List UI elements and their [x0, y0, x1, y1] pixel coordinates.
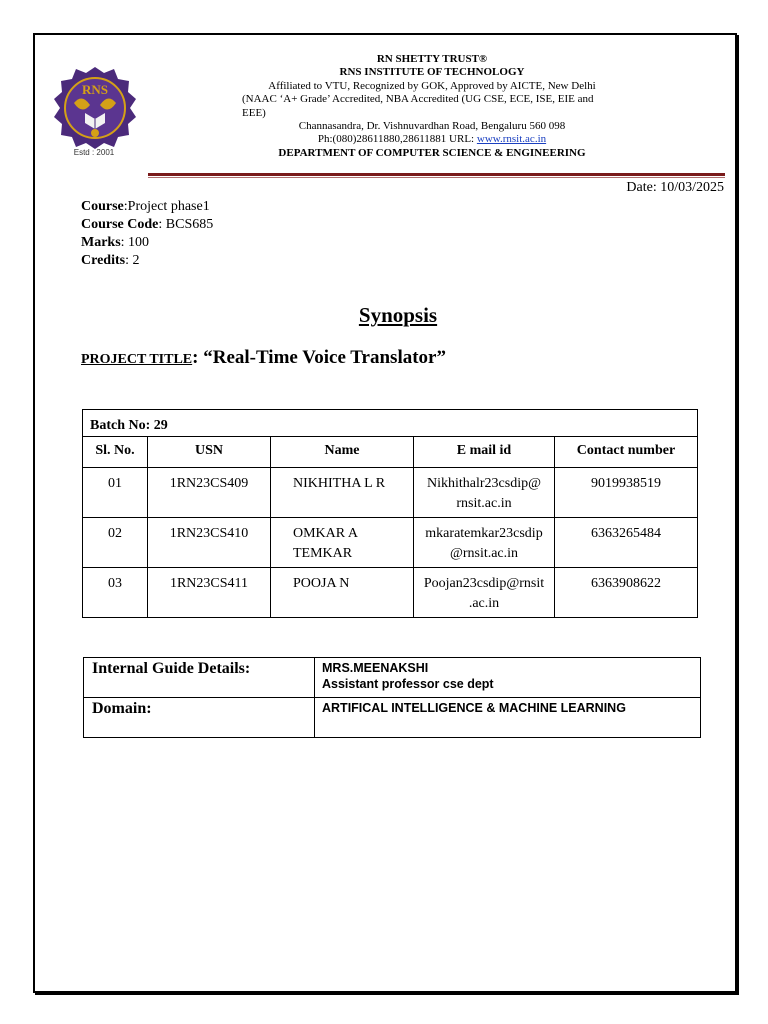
header-name: Name [271, 437, 414, 468]
letterhead [242, 53, 622, 160]
sl-no: 03 [83, 568, 148, 618]
email [414, 568, 555, 618]
marks-row [81, 234, 213, 252]
header-email: E mail id [414, 437, 555, 468]
trust-name: RN SHETTY TRUST® [376, 53, 488, 65]
address-line: Channasandra, Dr. Vishnuvardhan Road, Bengaluru 560 098 [298, 120, 566, 133]
usn: 1RN23CS409 [148, 468, 271, 518]
batch-number: Batch No: 29 [83, 410, 698, 437]
credits-row [81, 252, 213, 270]
course-code-row [81, 216, 213, 234]
estd-label: Estd : 2001 [73, 148, 115, 157]
phone-text: Ph:(080)28611880,28611881 URL: [317, 133, 477, 146]
project-title-value: : “Real-Time Voice Translator” [192, 347, 446, 368]
table-row [83, 468, 698, 518]
contact-line [242, 133, 622, 146]
email-part: .ac.in [468, 596, 500, 611]
accreditation-line: (NAAC ‘A+ Grade’ Accredited, NBA Accredited (UG CSE, ECE, ISE, EIE and [242, 93, 594, 106]
usn: 1RN23CS411 [148, 568, 271, 618]
contact-number: 6363265484 [555, 518, 698, 568]
header-divider [148, 173, 725, 176]
table-row [83, 568, 698, 618]
course-code-label: Course Code [81, 217, 159, 232]
name-part: TEMKAR [293, 546, 353, 561]
contact-number: 6363908622 [555, 568, 698, 618]
usn: 1RN23CS410 [148, 518, 271, 568]
email-part: mkaratemkar23csdip [425, 526, 543, 541]
batch-table [82, 409, 698, 618]
course-label: Course [81, 199, 124, 214]
guide-designation: Assistant professor cse dept [322, 677, 494, 691]
project-title [81, 347, 446, 369]
email-part: Poojan23csdip@rnsit [423, 576, 545, 591]
table-header-row [83, 437, 698, 468]
guide-value [315, 658, 701, 698]
course-details [81, 198, 213, 270]
email-part: @rnsit.ac.in [449, 546, 519, 561]
email-part: Nikhithalr23csdip@ [427, 476, 541, 491]
header-divider-thin [148, 177, 725, 178]
institute-name: RNS INSTITUTE OF TECHNOLOGY [339, 66, 525, 79]
website-link[interactable]: www.rnsit.ac.in [476, 133, 547, 146]
domain-row [84, 698, 701, 738]
course-row [81, 198, 213, 216]
domain-label: Domain: [84, 698, 315, 738]
affiliation-line: Affiliated to VTU, Recognized by GOK, Approved by AICTE, New Delhi [268, 79, 596, 92]
sl-no: 01 [83, 468, 148, 518]
guide-row [84, 658, 701, 698]
header-usn: USN [148, 437, 271, 468]
guide-table [83, 657, 701, 738]
credits-label: Credits [81, 253, 126, 268]
course-value: :Project phase1 [123, 199, 210, 214]
email [414, 468, 555, 518]
batch-row [83, 410, 698, 437]
email [414, 518, 555, 568]
table-row [83, 518, 698, 568]
student-name: POOJA N [271, 568, 414, 618]
accreditation-line-cont: EEE) [242, 106, 266, 119]
email-part: rnsit.ac.in [456, 496, 512, 511]
institute-logo [52, 63, 138, 159]
svg-text:RNS: RNS [81, 82, 109, 97]
domain-value: ARTIFICAL INTELLIGENCE & MACHINE LEARNING [315, 698, 701, 738]
header-sl-no: Sl. No. [83, 437, 148, 468]
contact-number: 9019938519 [555, 468, 698, 518]
sl-no: 02 [83, 518, 148, 568]
project-title-label: PROJECT TITLE [81, 352, 193, 367]
credits-value: : 2 [125, 253, 140, 268]
header-contact: Contact number [555, 437, 698, 468]
department-name: DEPARTMENT OF COMPUTER SCIENCE & ENGINEERING [278, 146, 586, 159]
document-date: Date: 10/03/2025 [626, 180, 724, 195]
name-part: OMKAR A [293, 526, 358, 541]
guide-label: Internal Guide Details: [84, 658, 315, 698]
guide-name: MRS.MEENAKSHI [322, 661, 429, 675]
course-code-value: : BCS685 [158, 217, 214, 232]
student-name: NIKHITHA L R [271, 468, 414, 518]
synopsis-heading: Synopsis [358, 303, 438, 327]
marks-value: : 100 [120, 235, 150, 250]
marks-label: Marks [81, 235, 121, 250]
student-name [271, 518, 414, 568]
